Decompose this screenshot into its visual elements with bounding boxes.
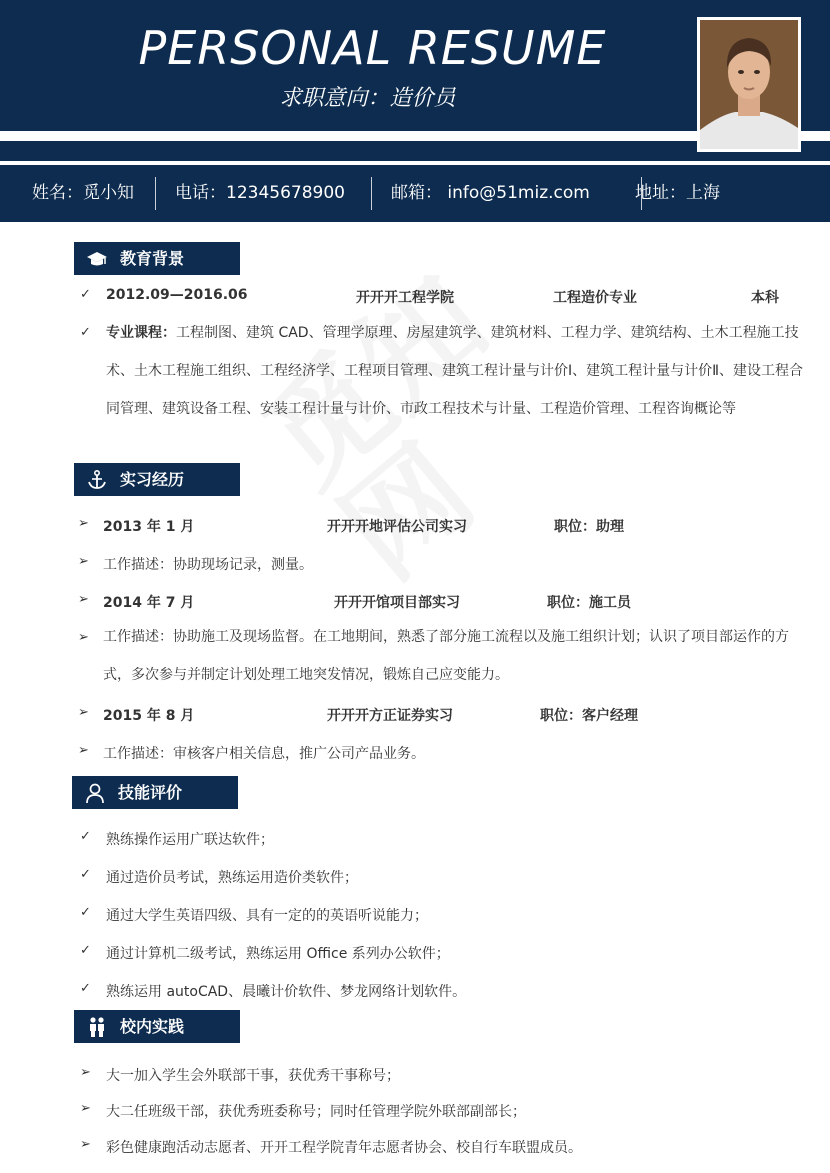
internship-position: 职位：客户经理 bbox=[540, 708, 638, 724]
arrow-bullet-icon: ➢ bbox=[78, 705, 89, 720]
people-icon bbox=[86, 1016, 108, 1038]
courses-label: 专业课程： bbox=[106, 325, 176, 341]
arrow-bullet-icon: ➢ bbox=[80, 1065, 91, 1080]
contact-phone: 电话：12345678900 bbox=[175, 183, 345, 203]
check-icon: ✓ bbox=[80, 981, 91, 996]
section-heading-education bbox=[74, 242, 240, 275]
check-icon: ✓ bbox=[80, 905, 91, 920]
campus-text: 大二任班级干部，获优秀班委称号；同时任管理学院外联部副部长； bbox=[106, 1104, 526, 1120]
resume-title: PERSONAL RESUME bbox=[138, 21, 607, 75]
contact-divider bbox=[155, 177, 156, 210]
education-courses bbox=[106, 314, 806, 428]
check-icon: ✓ bbox=[80, 287, 91, 302]
graduation-cap-icon bbox=[86, 248, 108, 270]
arrow-bullet-icon: ➢ bbox=[78, 592, 89, 607]
section-heading-label: 技能评价 bbox=[118, 783, 183, 802]
internship-desc: 工作描述：协助施工及现场监督。在工地期间，熟悉了部分施工流程以及施工组织计划；认识了项目部运作的方式，多次参与并制定计划处理工地突发情况，锻炼自己应变能力。 bbox=[103, 629, 789, 683]
section-heading-campus bbox=[74, 1010, 240, 1043]
internship-date: 2013 年 1 月 bbox=[103, 519, 195, 535]
profile-photo bbox=[697, 17, 801, 152]
contact-divider bbox=[371, 177, 372, 210]
section-heading-label: 教育背景 bbox=[120, 249, 185, 268]
internship-company: 开开开方正证券实习 bbox=[327, 708, 453, 724]
education-school: 开开开工程学院 bbox=[356, 290, 454, 306]
internship-desc: 工作描述：审核客户相关信息，推广公司产品业务。 bbox=[103, 746, 425, 762]
internship-date: 2015 年 8 月 bbox=[103, 708, 195, 724]
skill-text: 通过大学生英语四级、具有一定的的英语听说能力； bbox=[106, 908, 428, 924]
person-icon bbox=[84, 782, 106, 804]
internship-company: 开开开地评估公司实习 bbox=[327, 519, 467, 535]
education-degree: 本科 bbox=[751, 290, 779, 306]
section-heading-label: 实习经历 bbox=[120, 470, 185, 489]
skill-text: 熟练运用 autoCAD、晨曦计价软件、梦龙网络计划软件。 bbox=[106, 984, 467, 1000]
internship-company: 开开开馆项目部实习 bbox=[334, 595, 460, 611]
arrow-bullet-icon: ➢ bbox=[80, 1101, 91, 1116]
skill-text: 熟练操作运用广联达软件； bbox=[106, 832, 274, 848]
check-icon: ✓ bbox=[80, 829, 91, 844]
check-icon: ✓ bbox=[80, 867, 91, 882]
education-period: 2012.09—2016.06 bbox=[106, 287, 248, 303]
anchor-icon bbox=[86, 469, 108, 491]
job-objective: 求职意向：造价员 bbox=[279, 86, 456, 111]
internship-date: 2014 年 7 月 bbox=[103, 595, 195, 611]
arrow-bullet-icon: ➢ bbox=[78, 516, 89, 531]
campus-text: 彩色健康跑活动志愿者、开开工程学院青年志愿者协会、校自行车联盟成员。 bbox=[106, 1140, 582, 1156]
internship-position: 职位：施工员 bbox=[547, 595, 631, 611]
skill-text: 通过计算机二级考试，熟练运用 Office 系列办公软件； bbox=[106, 946, 450, 962]
arrow-bullet-icon: ➢ bbox=[78, 630, 89, 645]
contact-bar bbox=[0, 165, 830, 222]
arrow-bullet-icon: ➢ bbox=[80, 1137, 91, 1152]
education-row bbox=[0, 287, 830, 307]
skill-text: 通过造价员考试，熟练运用造价类软件； bbox=[106, 870, 358, 886]
contact-address: 地址：上海 bbox=[635, 183, 720, 203]
check-icon: ✓ bbox=[80, 943, 91, 958]
check-icon: ✓ bbox=[80, 325, 91, 340]
education-major: 工程造价专业 bbox=[553, 290, 637, 306]
contact-email: 邮箱： info@51miz.com bbox=[391, 183, 590, 203]
section-heading-skills bbox=[72, 776, 238, 809]
contact-name: 姓名：觅小知 bbox=[32, 183, 134, 203]
internship-position: 职位：助理 bbox=[554, 519, 624, 535]
section-heading-internship bbox=[74, 463, 240, 496]
arrow-bullet-icon: ➢ bbox=[78, 743, 89, 758]
campus-text: 大一加入学生会外联部干事，获优秀干事称号； bbox=[106, 1068, 400, 1084]
section-heading-label: 校内实践 bbox=[120, 1017, 185, 1036]
arrow-bullet-icon: ➢ bbox=[78, 554, 89, 569]
courses-text: 工程制图、建筑 CAD、管理学原理、房屋建筑学、建筑材料、工程力学、建筑结构、土木工程施工技术、土木工程施工组织、工程经济学、工程项目管理、建筑工程计量与计价Ⅰ、建筑工程计量与计价Ⅱ、建设工程合同管理、建筑设备工程、安装工程计量与计价、市政工程技术与计量、工程造价管理、工程咨询概论等 bbox=[106, 325, 804, 417]
internship-desc: 工作描述：协助现场记录，测量。 bbox=[103, 557, 313, 573]
